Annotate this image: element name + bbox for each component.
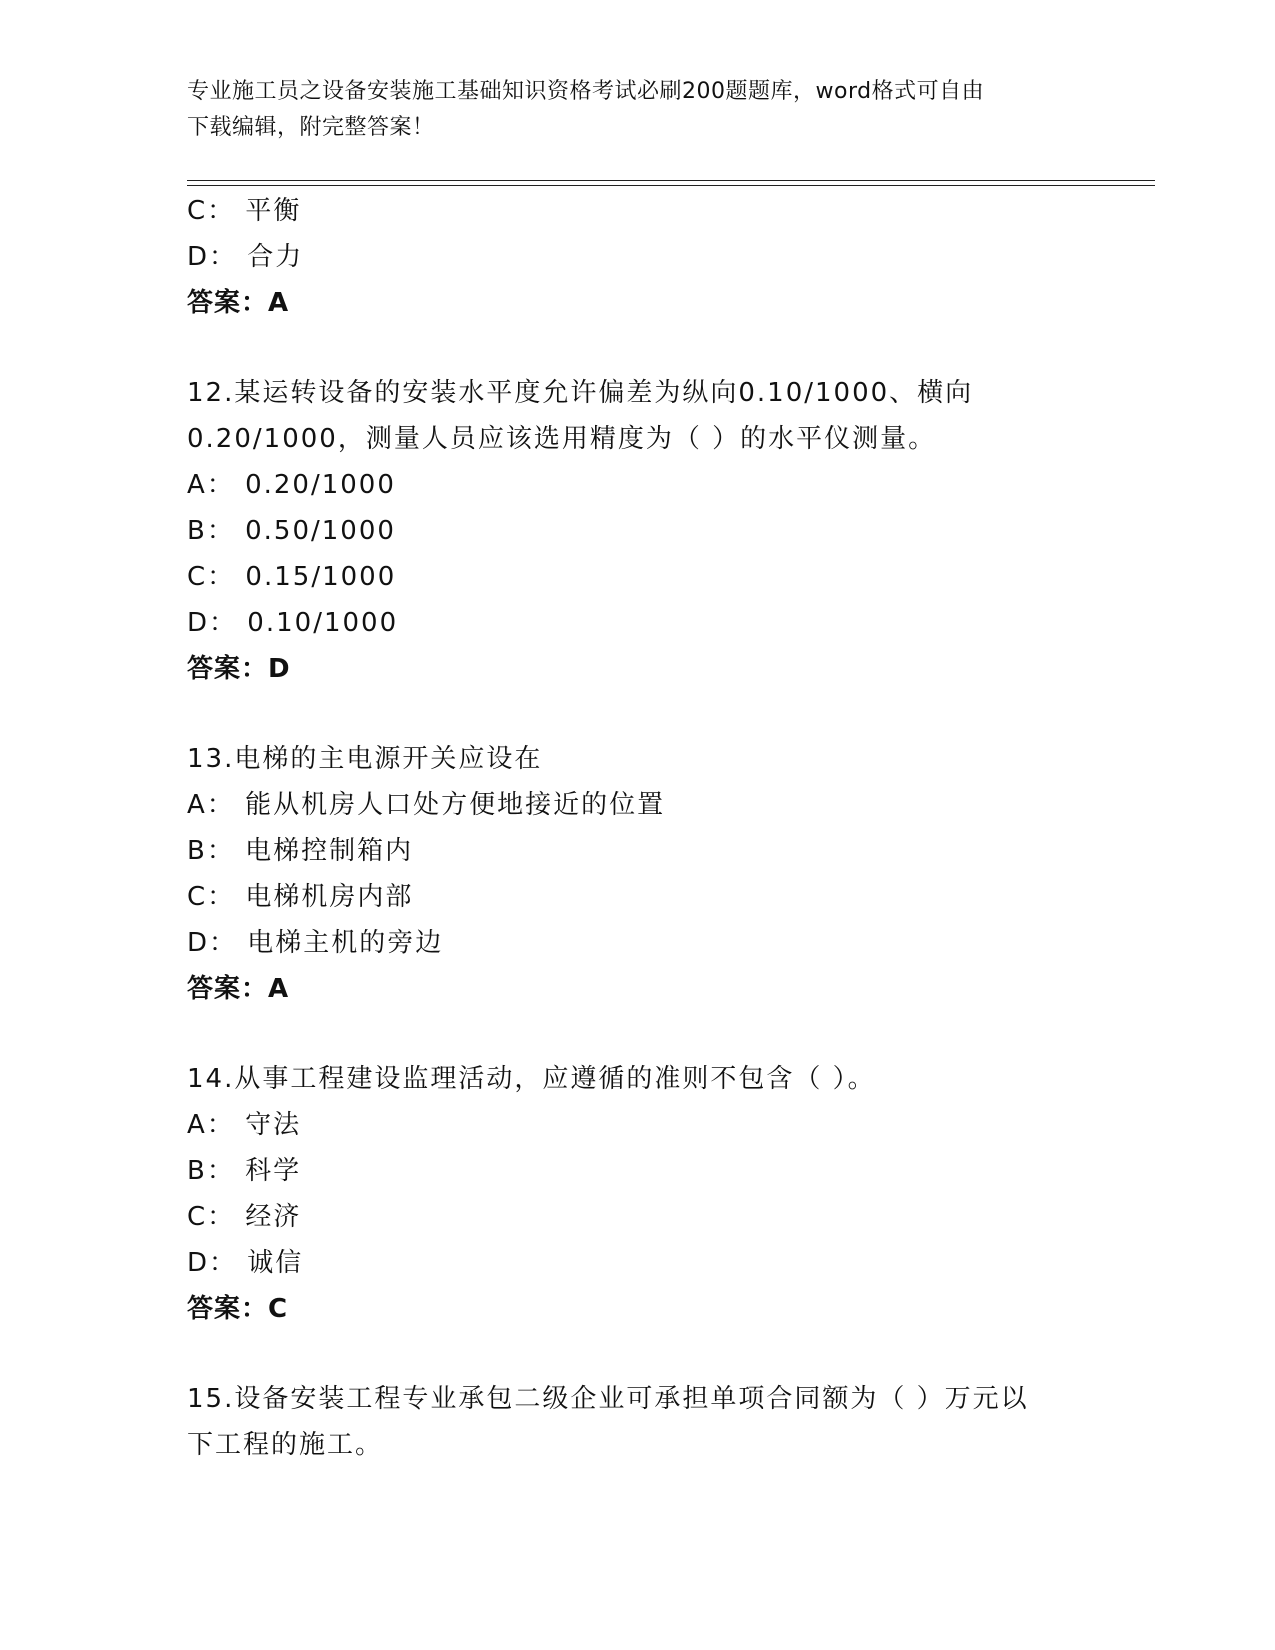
answer-line: 答案：D [187, 654, 291, 684]
answer-line: 答案：C [187, 1294, 289, 1324]
question-stem-line: 14.从事工程建设监理活动，应遵循的准则不包含（ ）。 [187, 1064, 876, 1094]
option-label: A： [187, 790, 235, 820]
option-a [187, 782, 1087, 828]
option-d [187, 920, 1087, 966]
option-b [187, 828, 1087, 874]
option-text: 电梯控制箱内 [245, 836, 414, 866]
option-b [187, 1148, 1087, 1194]
option-label: C： [187, 562, 236, 592]
partial-question [187, 188, 1087, 326]
question-stem-line: 12.某运转设备的安装水平度允许偏差为纵向0.10/1000、横向 [187, 378, 974, 408]
header-divider-bottom [187, 185, 1155, 186]
option-label: A： [187, 1110, 235, 1140]
document-header [187, 74, 1087, 146]
question-stem-line: 13.电梯的主电源开关应设在 [187, 744, 543, 774]
option-label: A： [187, 470, 235, 500]
option-d [187, 234, 1087, 280]
question-12 [187, 370, 1087, 692]
option-label: D： [187, 928, 238, 958]
question-stem-line: 0.20/1000，测量人员应该选用精度为（ ）的水平仪测量。 [187, 424, 937, 454]
option-label: C： [187, 196, 236, 226]
option-text: 经济 [245, 1202, 302, 1232]
option-label: D： [187, 608, 238, 638]
option-text: 能从机房人口处方便地接近的位置 [245, 790, 666, 820]
option-label: C： [187, 1202, 236, 1232]
option-label: D： [187, 242, 238, 272]
header-line-1: 专业施工员之设备安装施工基础知识资格考试必刷200题题库，word格式可自由 [187, 79, 985, 104]
answer-line: 答案：A [187, 974, 290, 1004]
option-text: 0.50/1000 [245, 516, 396, 546]
option-text: 平衡 [245, 196, 302, 226]
option-label: B： [187, 516, 235, 546]
header-line-2: 下载编辑，附完整答案！ [187, 115, 435, 140]
option-a [187, 462, 1087, 508]
question-stem-line: 下工程的施工。 [187, 1430, 384, 1460]
option-text: 诚信 [247, 1248, 304, 1278]
option-text: 0.10/1000 [247, 608, 399, 638]
option-d [187, 1240, 1087, 1286]
option-label: C： [187, 882, 236, 912]
option-text: 0.15/1000 [245, 562, 397, 592]
option-text: 守法 [245, 1110, 302, 1140]
option-label: B： [187, 1156, 235, 1186]
option-label: B： [187, 836, 235, 866]
option-c [187, 1194, 1087, 1240]
option-text: 电梯主机的旁边 [247, 928, 444, 958]
option-label: D： [187, 1248, 238, 1278]
option-d [187, 600, 1087, 646]
option-a [187, 1102, 1087, 1148]
option-text: 0.20/1000 [245, 470, 396, 500]
option-b [187, 508, 1087, 554]
answer-line: 答案：A [187, 288, 290, 318]
header-divider-top [187, 180, 1155, 181]
question-stem-line: 15.设备安装工程专业承包二级企业可承担单项合同额为（ ）万元以 [187, 1384, 1029, 1414]
question-list [187, 188, 1087, 1468]
option-c [187, 554, 1087, 600]
option-text: 合力 [247, 242, 304, 272]
question-14 [187, 1056, 1087, 1332]
question-13 [187, 736, 1087, 1012]
question-15 [187, 1376, 1087, 1468]
option-text: 电梯机房内部 [245, 882, 414, 912]
option-text: 科学 [245, 1156, 302, 1186]
option-c [187, 874, 1087, 920]
option-c [187, 188, 1087, 234]
